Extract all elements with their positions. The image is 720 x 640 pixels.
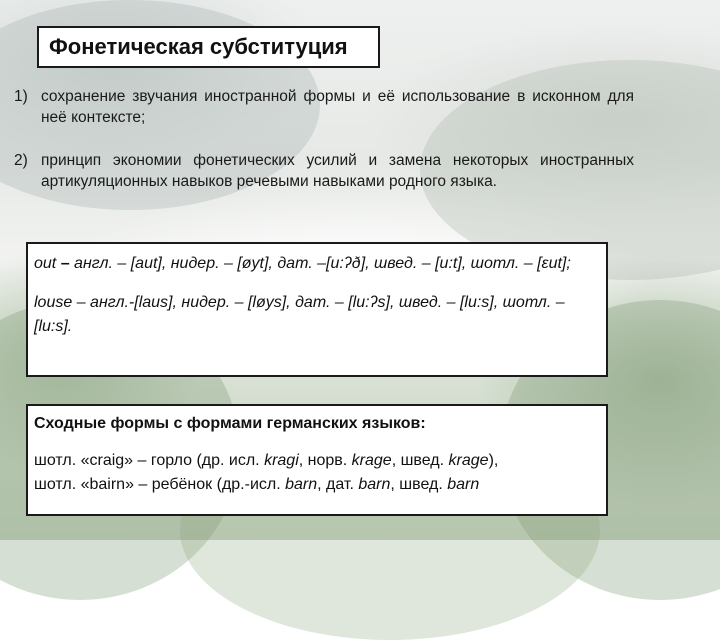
- example-transcriptions: англ. – [aut], нидер. – [øyt], дат. –[u:ʔð], швед. – [u:t], шотл. – [ɛut];: [74, 255, 571, 272]
- italic-word: krage: [351, 452, 392, 469]
- example-word: out: [34, 255, 57, 272]
- title-box: [37, 26, 380, 68]
- italic-word: barn: [447, 476, 480, 493]
- text-fragment: , швед.: [390, 476, 448, 493]
- italic-word: barn: [285, 476, 318, 493]
- italic-word: kragi: [264, 452, 299, 469]
- text-fragment: , дат.: [317, 476, 359, 493]
- example-out: [34, 252, 600, 276]
- text-fragment: ),: [488, 452, 499, 469]
- bairn-line: [34, 473, 600, 497]
- example-dash: –: [56, 255, 75, 272]
- craig-line: [34, 449, 600, 473]
- text-fragment: шотл. «bairn» – ребёнок (др.-исл.: [34, 476, 286, 493]
- italic-word: barn: [358, 476, 391, 493]
- italic-word: krage: [448, 452, 489, 469]
- examples-box: [26, 242, 608, 377]
- list-item: [14, 86, 634, 128]
- list-item: [14, 150, 634, 192]
- germanic-forms-heading: Сходные формы с формами германских языков:: [34, 415, 426, 432]
- list-item-number: 1): [14, 88, 28, 105]
- slide-title: Фонетическая субституция: [49, 34, 348, 59]
- text-fragment: , швед.: [391, 452, 449, 469]
- list-item-text: принцип экономии фонетических усилий и замена некоторых иностранных артикуляционных навыков речевыми навыками родного языка.: [41, 152, 634, 190]
- example-louse: louse – англ.-[laus], нидер. – [løys], дат. – [lu:ʔs], швед. – [lu:s], шотл. – [lu:s].: [34, 294, 565, 335]
- list-item-text: сохранение звучания иностранной формы и её использование в исконном для неё контексте;: [41, 88, 634, 126]
- list-item-number: 2): [14, 152, 28, 169]
- germanic-forms-box: [26, 404, 608, 516]
- text-fragment: , норв.: [298, 452, 352, 469]
- text-fragment: шотл. «craig» – горло (др. исл.: [34, 452, 265, 469]
